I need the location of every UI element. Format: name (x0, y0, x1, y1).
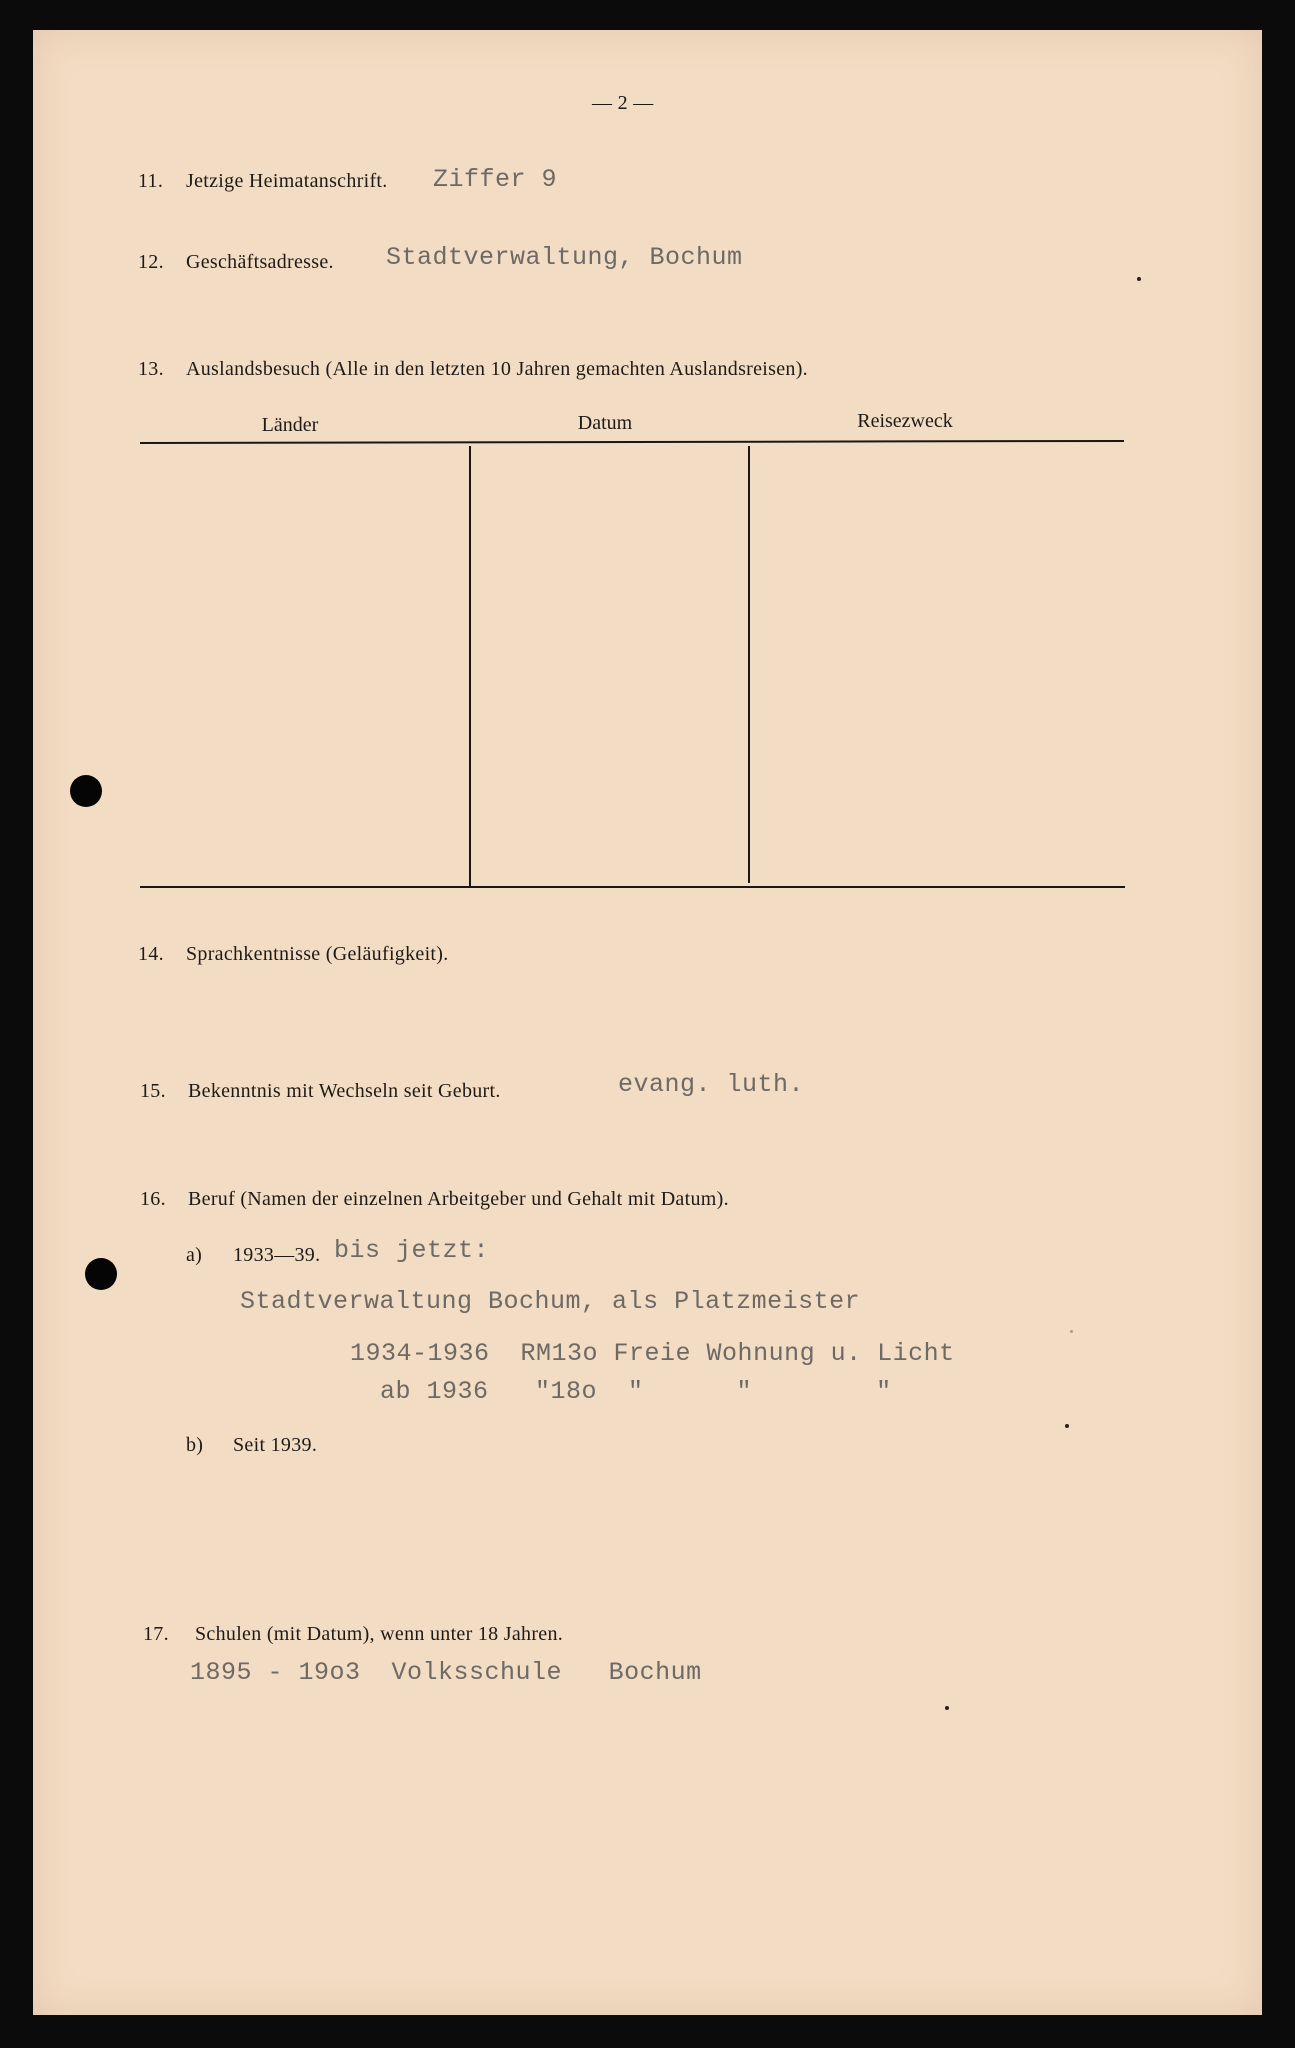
item-12-number: 12. (138, 251, 164, 273)
item-16a-salary-2: ab 1936 "18o " " " (380, 1377, 892, 1406)
item-12-answer: Stadtverwaltung, Bochum (386, 243, 743, 272)
paper-speck (1065, 1424, 1069, 1428)
punch-hole-upper (70, 775, 102, 807)
table-divider-2 (748, 446, 750, 883)
paper-speck (1137, 277, 1141, 281)
item-11-answer: Ziffer 9 (433, 165, 558, 194)
form-page (33, 30, 1262, 2015)
item-15-text: Bekenntnis mit Wechseln seit Geburt. (188, 1080, 501, 1102)
punch-hole-lower (85, 1258, 117, 1290)
paper-speck (1070, 1330, 1073, 1333)
column-header-laender: Länder (261, 414, 319, 436)
item-16a-marker: a) (186, 1244, 203, 1266)
item-16-label (140, 1188, 729, 1211)
item-12-text: Geschäftsadresse. (186, 251, 334, 273)
item-16a-salary-1: 1934-1936 RM13o Freie Wohnung u. Licht (350, 1339, 955, 1368)
item-13-text: Auslandsbesuch (Alle in den letzten 10 Jahren gemachten Auslandsreisen). (186, 358, 808, 380)
item-13-label (138, 358, 808, 381)
page-number: — 2 — (592, 92, 654, 114)
item-11-number: 11. (138, 170, 164, 192)
item-12-label (138, 251, 334, 274)
item-13-number: 13. (138, 358, 164, 380)
item-15-number: 15. (140, 1080, 166, 1102)
item-14-text: Sprachkentnisse (Geläufigkeit). (186, 943, 449, 965)
item-16b-marker: b) (186, 1434, 204, 1456)
paper-speck (945, 1706, 949, 1710)
item-16a-answer: bis jetzt: (334, 1236, 490, 1265)
item-16a-employer: Stadtverwaltung Bochum, als Platzmeister (240, 1287, 861, 1316)
table-divider-1 (469, 446, 471, 886)
column-header-datum: Datum (577, 412, 633, 434)
column-header-reisezweck: Reisezweck (857, 410, 953, 432)
item-16-text: Beruf (Namen der einzelnen Arbeitgeber und Gehalt mit Datum). (188, 1188, 729, 1210)
item-15-label (140, 1080, 501, 1103)
item-11-label (138, 170, 388, 193)
item-17-label (143, 1623, 563, 1646)
item-14-label (138, 943, 449, 966)
item-16b-text: Seit 1939. (233, 1434, 318, 1456)
table-bottom-rule (140, 886, 1125, 888)
item-17-number: 17. (143, 1623, 169, 1645)
item-11-text: Jetzige Heimatanschrift. (186, 170, 388, 192)
item-16-number: 16. (140, 1188, 166, 1210)
item-16a-years: 1933—39. (233, 1244, 321, 1266)
item-15-answer: evang. luth. (618, 1070, 805, 1099)
item-17-answer: 1895 - 19o3 Volksschule Bochum (190, 1658, 702, 1687)
item-17-text: Schulen (mit Datum), wenn unter 18 Jahren. (195, 1623, 564, 1645)
item-14-number: 14. (138, 943, 164, 965)
